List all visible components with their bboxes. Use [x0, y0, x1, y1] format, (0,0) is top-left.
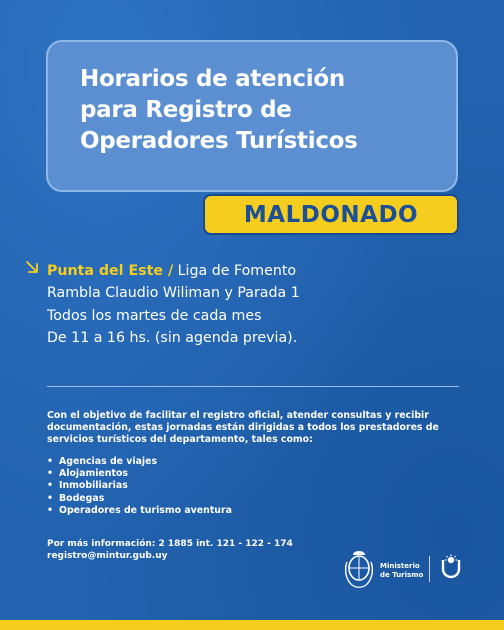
contact-phone: Por más información: 2 1885 int. 121 - 122 - 174	[47, 539, 293, 549]
contact-email[interactable]: registro@mintur.gub.uy	[47, 551, 168, 562]
schedule: Todos los martes de cada mes	[47, 307, 262, 324]
city-label: MALDONADO	[243, 201, 419, 228]
city-badge	[203, 194, 459, 235]
place-name: Punta del Este /	[47, 263, 174, 279]
page-title: Horarios de atención para Registro de Operadores Turísticos	[80, 66, 358, 154]
contact-info	[47, 538, 293, 563]
list-item: • Bodegas	[47, 493, 232, 505]
place-row	[47, 260, 300, 282]
bottom-bar	[0, 620, 504, 630]
venue-name: Liga de Fomento	[177, 263, 297, 279]
list-item: • Agencias de viajes	[47, 456, 232, 468]
services-list	[47, 456, 232, 517]
location-info	[47, 260, 300, 350]
list-item: • Operadores de turismo aventura	[47, 505, 232, 517]
sun-brand-icon	[437, 554, 465, 582]
ministry-logo	[342, 548, 468, 592]
logo-separator	[429, 556, 430, 582]
description: Con el objetivo de facilitar el registro oficial, atender consultas y recibir documentación, estas jornadas están dirigidas a todos los prestadores de servicios turísticos del departamento, tales como:	[47, 410, 439, 446]
divider	[47, 386, 459, 387]
list-item: • Alojamientos	[47, 468, 232, 480]
ministry-label: Ministerio de Turismo	[380, 562, 424, 579]
list-item: • Inmobiliarias	[47, 480, 232, 492]
arrow-down-right-icon	[25, 260, 39, 274]
address: Rambla Claudio Wiliman y Parada 1	[47, 285, 300, 302]
national-seal-icon	[342, 548, 376, 590]
hours: De 11 a 16 hs. (sin agenda previa).	[47, 330, 298, 347]
